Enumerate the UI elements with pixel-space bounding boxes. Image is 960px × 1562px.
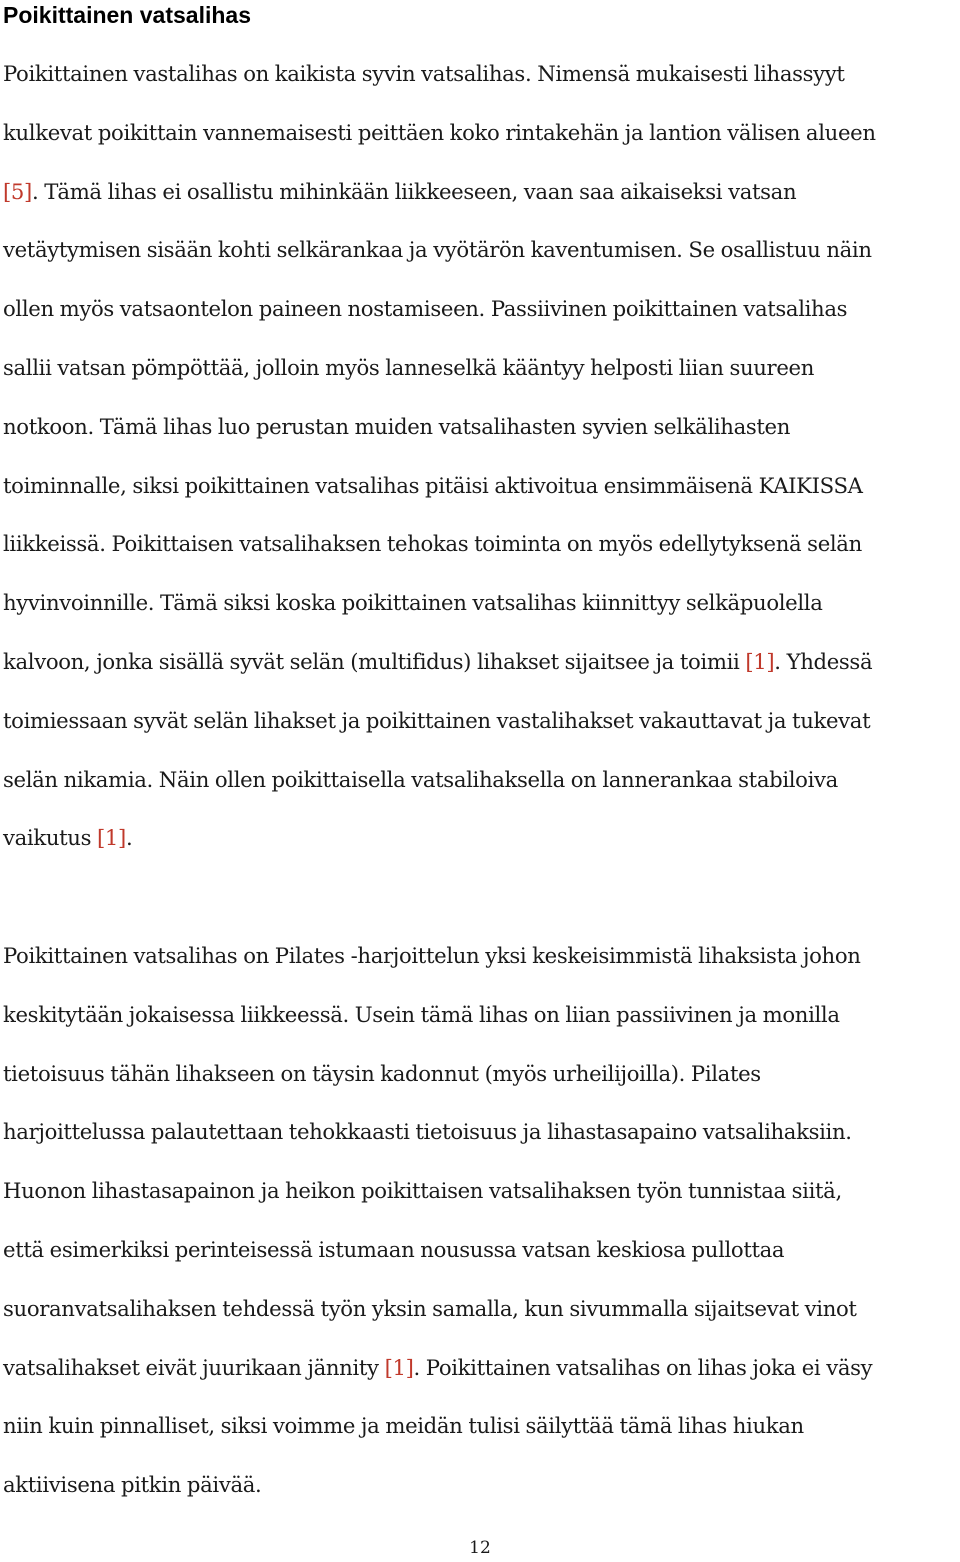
text-line: ollen myös vatsaontelon paineen nostamiseen. Passiivinen poikittainen vatsalihas: [3, 296, 848, 322]
text-span: vatsalihakset eivät juurikaan jännity: [3, 1354, 385, 1380]
text-span: .: [125, 825, 133, 851]
text-line: selän nikamia. Näin ollen poikittaisella vatsalihaksella on lannerankaa stabiloiva: [3, 766, 838, 792]
text-line: vetäytymisen sisään kohti selkärankaa ja vyötärön kaventumisen. Se osallistuu näin: [3, 237, 872, 263]
text-line: [3, 163, 958, 222]
paragraph-2: [3, 927, 958, 1515]
text-line: aktiivisena pitkin päivää.: [3, 1472, 262, 1498]
text-line: [3, 1339, 958, 1398]
text-span: . Yhdessä: [774, 648, 873, 674]
text-line: [3, 633, 958, 692]
text-span: vaikutus: [3, 825, 97, 851]
text-line: toiminnalle, siksi poikittainen vatsalihas pitäisi aktivoitua ensimmäisenä KAIKISSA: [3, 472, 863, 498]
text-span: . Tämä lihas ei osallistu mihinkään liikkeeseen, vaan saa aikaiseksi vatsan: [31, 178, 797, 204]
text-line: että esimerkiksi perinteisessä istumaan nousussa vatsan keskiosa pullottaa: [3, 1236, 785, 1262]
text-line: liikkeissä. Poikittaisen vatsalihaksen tehokas toiminta on myös edellytyksenä selän: [3, 531, 862, 557]
text-line: harjoittelussa palautettaan tehokkaasti tietoisuus ja lihastasapaino vatsalihaksiin.: [3, 1119, 852, 1145]
text-line: niin kuin pinnalliset, siksi voimme ja meidän tulisi säilyttää tämä lihas hiukan: [3, 1413, 804, 1439]
text-line: suoranvatsalihaksen tehdessä työn yksin samalla, kun sivummalla sijaitsevat vinot: [3, 1295, 857, 1321]
citation-link[interactable]: [5]: [3, 178, 32, 204]
text-line: notkoon. Tämä lihas luo perustan muiden vatsalihasten syvien selkälihasten: [3, 413, 791, 439]
text-line: toimiessaan syvät selän lihakset ja poikittainen vastalihakset vakauttavat ja tukevat: [3, 707, 871, 733]
text-span: . Poikittainen vatsalihas on lihas joka ei väsy: [413, 1354, 873, 1380]
text-span: kalvoon, jonka sisällä syvät selän (multifidus) lihakset sijaitsee ja toimii: [3, 648, 746, 674]
page-number: 12: [469, 1538, 491, 1558]
text-line: tietoisuus tähän lihakseen on täysin kadonnut (myös urheilijoilla). Pilates: [3, 1060, 761, 1086]
citation-link[interactable]: [1]: [384, 1354, 414, 1380]
text-line: Poikittainen vatsalihas on Pilates -harjoittelun yksi keskeisimmistä lihaksista johon: [3, 943, 861, 968]
text-line: [3, 809, 958, 868]
section-heading: Poikittainen vatsalihas: [3, 2, 251, 28]
text-line: Poikittainen vastalihas on kaikista syvin vatsalihas. Nimensä mukaisesti lihassyyt: [3, 61, 845, 86]
text-line: keskitytään jokaisessa liikkeessä. Usein tämä lihas on liian passiivinen ja monilla: [3, 1001, 840, 1027]
citation-link[interactable]: [1]: [745, 648, 775, 674]
paragraph-1: [3, 45, 958, 868]
text-line: sallii vatsan pömpöttää, jolloin myös lanneselkä kääntyy helposti liian suureen: [3, 354, 815, 380]
text-line: Huonon lihastasapainon ja heikon poikittaisen vatsalihaksen työn tunnistaa siitä,: [3, 1178, 842, 1204]
text-line: kulkevat poikittain vannemaisesti peittäen koko rintakehän ja lantion välisen alueen: [3, 119, 876, 145]
text-line: hyvinvoinnille. Tämä siksi koska poikittainen vatsalihas kiinnittyy selkäpuolella: [3, 590, 823, 616]
citation-link[interactable]: [1]: [96, 825, 126, 851]
